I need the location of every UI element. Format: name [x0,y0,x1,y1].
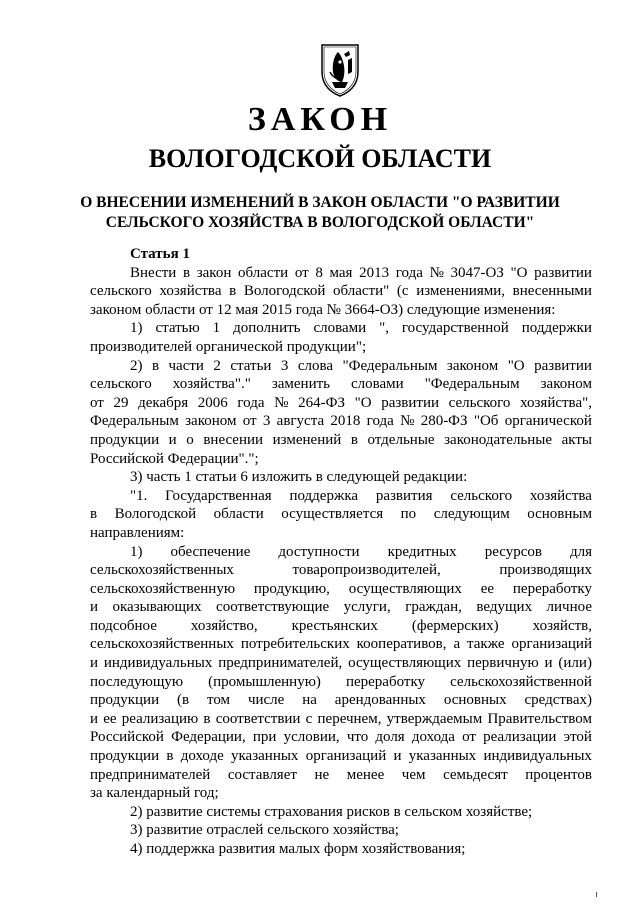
text-run: хозяйства [529,487,592,504]
text-run: в [90,506,98,523]
text-run: изменениями, [416,283,505,300]
text-run: сельскохозяйственную [90,580,236,597]
text-run: законом [185,413,237,430]
text-run: года [395,264,423,281]
text-run: предпринимателей, [218,655,343,672]
text-run: Российской [90,729,164,746]
text-run: "1. [130,487,148,504]
text-run: законом области от 12 мая 2015 года № 3664-ОЗ) следующие изменения: [90,301,556,318]
text-run: № [274,394,289,411]
text-run: хозяйства", [520,394,592,411]
text-run: Вологодской [243,283,326,300]
text-run: отдельные [367,431,435,448]
text-run: ведущих [476,599,533,616]
body-text-line [90,357,592,376]
text-run: развитии [381,394,440,411]
body-text-line [90,375,592,394]
text-run: в [229,283,237,300]
text-run: продукции [90,748,160,765]
text-run: первичную [467,655,539,672]
text-run: 3) часть 1 статьи 6 изложить в следующей редакции: [130,469,468,486]
text-run: услуги, [343,599,391,616]
text-run: 1 [212,320,221,337]
body-text-line [90,728,592,747]
text-run: государственной [401,320,509,337]
text-run: (или) [558,655,592,672]
text-run: законом [446,357,499,374]
text-run: основным [527,506,592,523]
text-run: Статья 1 [130,246,190,262]
text-run: Вологодской [114,506,197,523]
text-run: условии, [283,729,340,746]
text-run: дохода [411,729,455,746]
text-run: 1) [130,320,143,337]
text-run: сельскохозяйственных [90,562,234,579]
text-run: а [453,636,461,653]
text-run: за календарный год; [90,785,219,802]
text-run: 3047-ОЗ [450,264,504,281]
text-run: "О [510,264,528,281]
text-run: сельского [90,376,152,393]
text-run: "О [354,394,372,411]
text-run: "Об [473,413,499,430]
text-run: 2) [130,357,143,374]
text-run: области" [332,283,390,300]
body-text-line [90,524,592,543]
text-run: словами [313,320,367,337]
text-run: и [393,748,402,765]
text-run: декабря [138,394,189,411]
body-text-line [90,487,592,506]
text-run: следующим [433,506,510,523]
text-run: слова [297,357,334,374]
text-run: с [305,710,313,727]
text-run: соответствующие [216,599,330,616]
text-run: мая [329,264,353,281]
text-run: поддержки [521,320,592,337]
coat-of-arms-icon [318,42,362,98]
text-run: августа [276,413,325,430]
text-run: для [569,543,592,560]
body-text-line [90,394,592,413]
text-run: Внести [130,264,177,281]
text-run: (в [177,692,190,709]
text-run: утверждаемым [386,710,483,727]
text-run: ", [379,320,389,337]
text-run: в [166,748,174,765]
text-run: доходе [180,748,224,765]
text-run: Правительством [487,710,592,727]
text-run: на [302,692,317,709]
text-run: (фермерских) [411,617,499,634]
text-run: 8 [315,264,323,281]
text-run: по [400,506,417,523]
text-run: менее [346,766,385,783]
text-run: сельскохозяйственной [450,673,592,690]
body-text-line [90,301,592,320]
text-run: внесенными [512,283,592,300]
page-mark [596,892,597,897]
text-run: в [182,264,191,281]
text-run: реализации [483,729,557,746]
body-text-line [90,635,592,654]
text-run: и [168,431,177,448]
body-text-line [90,450,592,469]
text-run: переработку [512,580,592,597]
text-run: (с [396,283,409,300]
text-run: продукцию, [253,580,330,597]
text-run: продукции [90,692,160,709]
text-run: части [168,357,204,374]
text-run: 2 [213,357,221,374]
body-text-line [90,431,592,450]
text-run: 2006 [197,394,228,411]
text-run: № [400,413,415,430]
body-text-line [90,319,592,338]
text-run: ее [480,580,495,597]
text-run: 2013 [359,264,390,281]
text-run: основных [443,692,507,709]
text-run: 29 [113,394,129,411]
text-run: № [429,264,444,281]
text-run: оказывающих [112,599,202,616]
text-run: указанных [408,748,477,765]
text-run: личное [546,599,592,616]
text-run: Федеральным [90,413,179,430]
text-run: доступности [278,543,360,560]
text-run: доля [375,729,405,746]
text-run: ресурсов [484,543,542,560]
text-run: от [462,729,476,746]
text-run: года [237,394,265,411]
text-run: 4) поддержка развития малых форм хозяйствования; [130,841,466,857]
body-text-line [90,617,592,636]
text-run: Государственная [165,487,272,504]
text-run: 3 [262,413,271,430]
text-run: словами [350,376,404,393]
text-run: кооперативов, [356,636,447,653]
text-run: статьи [230,357,272,374]
text-run: закон [196,264,232,281]
text-run: в [151,357,160,374]
text-run: арендованных [334,692,426,709]
text-run: и [544,655,553,672]
text-run: организаций [511,636,592,653]
text-run: в [203,710,211,727]
text-run: предпринимателей [90,766,211,783]
body-text-line [90,747,592,766]
text-run: 2018 [330,413,361,430]
text-run: хозяйства"." [172,376,251,393]
text-run: о [186,431,194,448]
body-text-line [90,282,592,301]
text-run: при [252,729,277,746]
text-run: "О [507,357,525,374]
text-run: органической [504,413,592,430]
text-run: и [90,655,99,672]
text-run: также [467,636,505,653]
text-run: законодательные [444,431,553,448]
text-run: 3 [280,357,289,374]
body-text-line [90,710,592,729]
text-run: товаропроизводителей, [292,562,441,579]
body-text-line [90,468,592,487]
text-run: граждан, [405,599,462,616]
text-run: развитии [534,264,592,281]
text-run: развитии [534,357,592,374]
text-run: Российской Федерации"."; [90,450,259,467]
text-run: указанных [231,748,299,765]
text-run: "Федеральным [424,376,520,393]
body-text-line [90,654,592,673]
text-run: переработку [345,673,426,690]
text-run: семьдесят [443,766,508,783]
text-run: крестьянских [291,617,378,634]
text-run: развития [375,487,433,504]
text-run: потребительских [240,636,350,653]
text-run: акты [561,431,592,448]
text-run: производителей органической продукции"; [90,338,367,355]
text-run: индивидуальных [483,748,592,765]
text-run: сельского [448,394,511,411]
text-run: составляет [227,766,297,783]
text-run: сельского [90,283,152,300]
text-run: законом [540,376,592,393]
text-run: осуществляющих [348,655,462,672]
body-text-line [90,840,592,859]
body-text-line [90,598,592,617]
text-run: что [346,729,369,746]
body-text-line [90,505,592,524]
text-run: том [206,692,231,709]
text-run: реализацию [121,710,199,727]
law-heading [0,193,640,233]
text-run: 1) [130,543,143,560]
text-run: 280-ФЗ [420,413,468,430]
text-run: хозяйств, [532,617,592,634]
text-run: числе [247,692,285,709]
text-run: не [314,766,330,783]
body-text-line [90,673,592,692]
body-text-line [90,803,592,822]
region-subtitle: ВОЛОГОДСКОЙ ОБЛАСТИ [148,144,492,173]
text-run: дополнить [233,320,301,337]
text-run: индивидуальных [103,655,213,672]
article-heading [90,245,592,264]
text-run: осуществляется [281,506,384,523]
body-text-line [90,766,592,785]
text-run: области [238,264,289,281]
text-run: изменений [272,431,342,448]
text-run: обеспечение [170,543,251,560]
text-run: перечнем, [317,710,382,727]
body-text-line [90,561,592,580]
text-run: хозяйства [159,283,222,300]
text-run: 2) развитие системы страхования рисков в сельском хозяйстве; [130,803,533,820]
text-run: заменить [271,376,330,393]
text-run: от [242,413,257,430]
text-run: статью [155,320,200,337]
text-run: (промышленную) [208,673,321,690]
text-run: хозяйство, [190,617,258,634]
text-run: процентов [525,766,592,783]
text-run: продукции [90,431,160,448]
text-run: 3) развитие отраслей сельского хозяйства; [130,822,399,839]
text-run: этой [563,729,592,746]
text-run: области [213,506,264,523]
text-run: от [294,264,309,281]
body-text-line [90,543,592,562]
text-run: средствах) [524,692,592,709]
text-run: и [90,710,99,727]
text-run: чем [401,766,426,783]
text-run: 264-ФЗ [298,394,345,411]
text-run: внесении [203,431,264,448]
text-run: года [366,413,394,430]
body-text-line [90,264,592,283]
law-title: ЗАКОН [247,101,393,138]
law-body [90,245,592,859]
text-run: в [350,431,358,448]
law-heading-line: СЕЛЬСКОГО ХОЗЯЙСТВА В ВОЛОГОДСКОЙ ОБЛАСТИ" [105,214,535,231]
body-text-line [90,821,592,840]
text-run: сельского [450,487,513,504]
text-run: ее [103,710,117,727]
text-run: организаций [305,748,387,765]
body-text-line [90,338,592,357]
body-text-line [90,784,592,803]
text-run: от [90,394,104,411]
body-text-line [90,412,592,431]
text-run: подсобное [90,617,157,634]
law-heading-line: О ВНЕСЕНИИ ИЗМЕНЕНИЙ В ЗАКОН ОБЛАСТИ "О РАЗВИТИИ [80,194,560,211]
text-run: производящих [499,562,592,579]
text-run: направлениям: [90,524,185,541]
text-run: Федерации, [171,729,246,746]
body-text-line [90,580,592,599]
text-run: "Федеральным [342,357,438,374]
text-run: последующую [90,673,184,690]
text-run: и [90,599,99,616]
text-run: соответствии [215,710,301,727]
text-run: осуществляющих [348,580,462,597]
text-run: кредитных [387,543,457,560]
text-run: сельскохозяйственных [90,636,234,653]
text-run: поддержка [289,487,359,504]
body-text-line [90,691,592,710]
